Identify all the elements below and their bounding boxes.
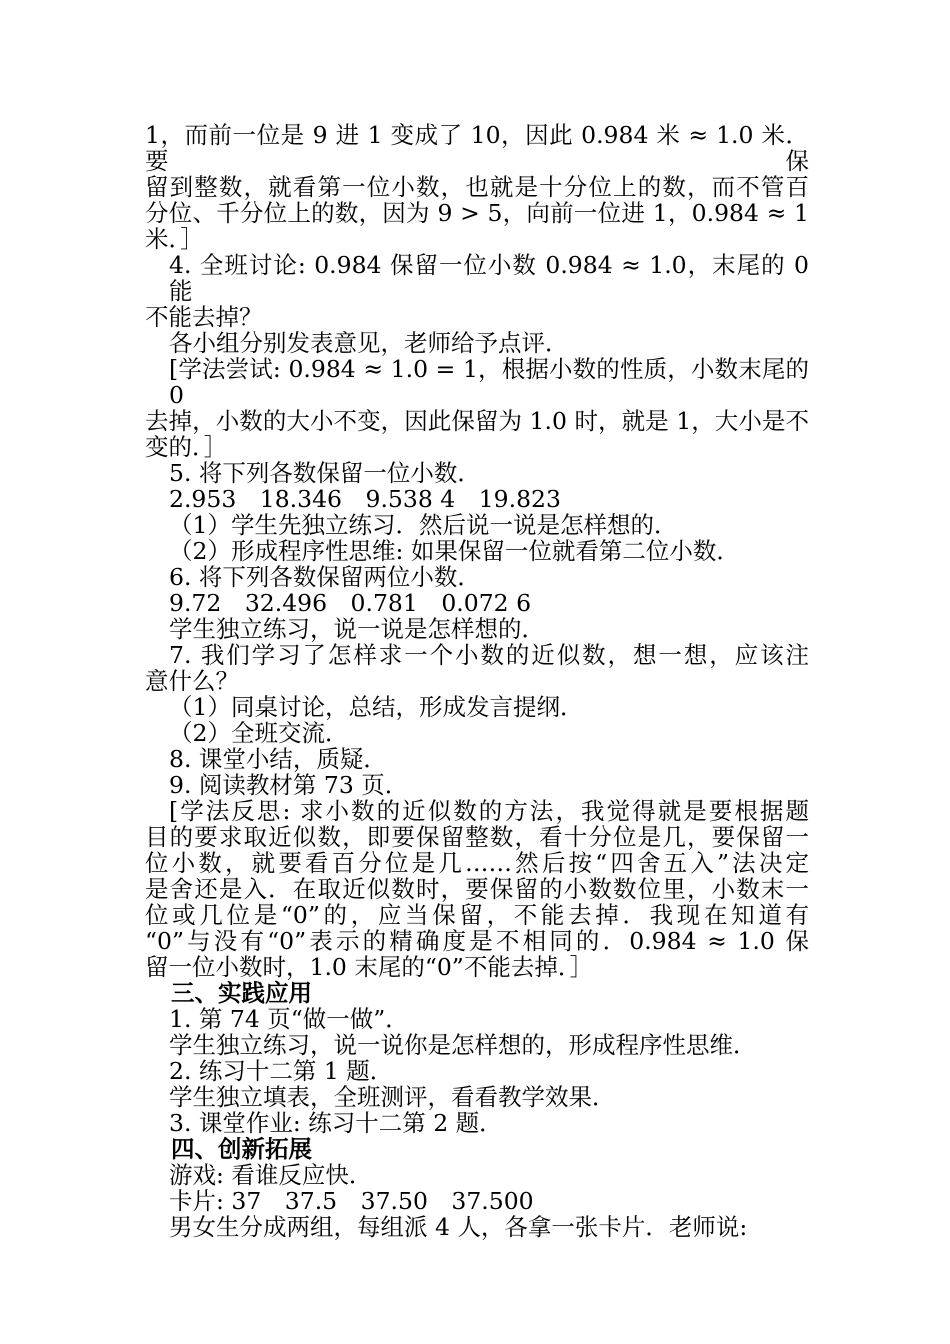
- text-line: 5. 将下列各数保留一位小数．: [169, 459, 481, 487]
- section-practice-line: 1. 第 74 页“做一做”．: [169, 1005, 409, 1033]
- paragraph-p7: [145, 512, 809, 538]
- paragraph-p14: [145, 720, 809, 746]
- text-line: 是舍还是入．在取近似数时，要保留的小数数位里，小数末一: [145, 875, 809, 903]
- text-line: （2）形成程序性思维: 如果保留一位就看第二位小数．: [169, 537, 740, 565]
- text-line: 7. 我们学习了怎样求一个小数的近似数，想一想，应该注: [169, 641, 809, 669]
- section-practice-line: 学生独立填表，全班测评，看看教学效果．: [169, 1083, 616, 1111]
- paragraph-p9: [145, 564, 809, 590]
- section-innovation-line: 男女生分成两组，每组派 4 人，各拿一张卡片．老师说:: [169, 1213, 748, 1241]
- paragraph-p13: [145, 694, 809, 720]
- paragraph-p5: [145, 460, 809, 486]
- paragraph-p12: [145, 642, 809, 694]
- paragraph-p15: [145, 746, 809, 772]
- section-heading-innovation: 四、创新拓展: [171, 1135, 312, 1163]
- text-line: 留到整数，就看第一位小数，也就是十分位上的数，而不管百: [145, 173, 809, 201]
- text-line: [学法尝试: 0.984 ≈ 1.0 = 1，根据小数的性质，小数末尾的 0: [169, 355, 809, 409]
- text-line: 目的要求取近似数，即要保留整数，看十分位是几，要保留一: [145, 823, 809, 851]
- paragraph-p11: [145, 616, 809, 642]
- text-line: 位或几位是“0”的，应当保留，不能去掉．我现在知道有: [145, 901, 809, 929]
- section-heading-practice: 三、实践应用: [171, 979, 312, 1007]
- text-line: 分位、千分位上的数，因为 9 > 5，向前一位进 1，0.984 ≈ 1: [145, 199, 809, 227]
- text-line: 变的．］: [145, 433, 228, 461]
- text-line: 2.953 18.346 9.538 4 19.823: [169, 485, 561, 513]
- paragraph-p3: [145, 330, 809, 356]
- paragraph-p4: [145, 356, 809, 460]
- text-line: （1）同桌讨论，总结，形成发言提纲．: [169, 693, 584, 721]
- text-line: 意什么？: [145, 667, 239, 695]
- text-line: 米．］: [145, 225, 204, 253]
- section-practice-line: 3. 课堂作业: 练习十二第 2 题．: [169, 1109, 503, 1137]
- text-line: 位小数，就要看百分位是几……然后按“四舍五入”法决定: [145, 849, 809, 877]
- text-line: 8. 课堂小结，质疑．: [169, 745, 387, 773]
- text-line: 1，而前一位是 9 进 1 变成了 10，因此 0.984 米 ≈ 1.0 米．要保: [145, 121, 809, 175]
- section-innovation-line: 卡片: 37 37.5 37.50 37.500: [169, 1187, 534, 1215]
- text-line: [学法反思: 求小数的近似数的方法，我觉得就是要根据题: [169, 797, 809, 825]
- text-line: （1）学生先独立练习．然后说一说是怎样想的．: [169, 511, 678, 539]
- paragraph-p1: [145, 122, 809, 252]
- text-line: （2）全班交流．: [169, 719, 349, 747]
- text-line: 9.72 32.496 0.781 0.072 6: [169, 589, 532, 617]
- paragraph-p2: [145, 252, 809, 330]
- paragraph-p8: [145, 538, 809, 564]
- text-line: 9. 阅读教材第 73 页．: [169, 771, 409, 799]
- text-line: 留一位小数时，1.0 末尾的“0”不能去掉．］: [145, 953, 594, 981]
- document-page: [145, 122, 809, 1240]
- number-list-two-decimals: [145, 590, 809, 616]
- paragraph-p17: [145, 798, 809, 980]
- section-practice-line: 2. 练习十二第 1 题．: [169, 1057, 394, 1085]
- text-line: 学生独立练习，说一说是怎样想的．: [169, 615, 545, 643]
- text-line: “0”与没有“0”表示的精确度是不相同的．0.984 ≈ 1.0 保: [145, 927, 809, 955]
- text-line: 不能去掉？: [145, 303, 263, 331]
- paragraph-p16: [145, 772, 809, 798]
- text-line: 各小组分别发表意见，老师给予点评．: [169, 329, 569, 357]
- section-innovation-line: 游戏: 看谁反应快．: [169, 1161, 373, 1189]
- number-list-one-decimal: [145, 486, 809, 512]
- text-line: 4. 全班讨论: 0.984 保留一位小数 0.984 ≈ 1.0，末尾的 0 能: [169, 251, 809, 305]
- section-practice-line: 学生独立练习，说一说你是怎样想的，形成程序性思维．: [169, 1031, 757, 1059]
- text-line: 去掉，小数的大小不变，因此保留为 1.0 时，就是 1，大小是不: [145, 407, 809, 435]
- text-line: 6. 将下列各数保留两位小数．: [169, 563, 481, 591]
